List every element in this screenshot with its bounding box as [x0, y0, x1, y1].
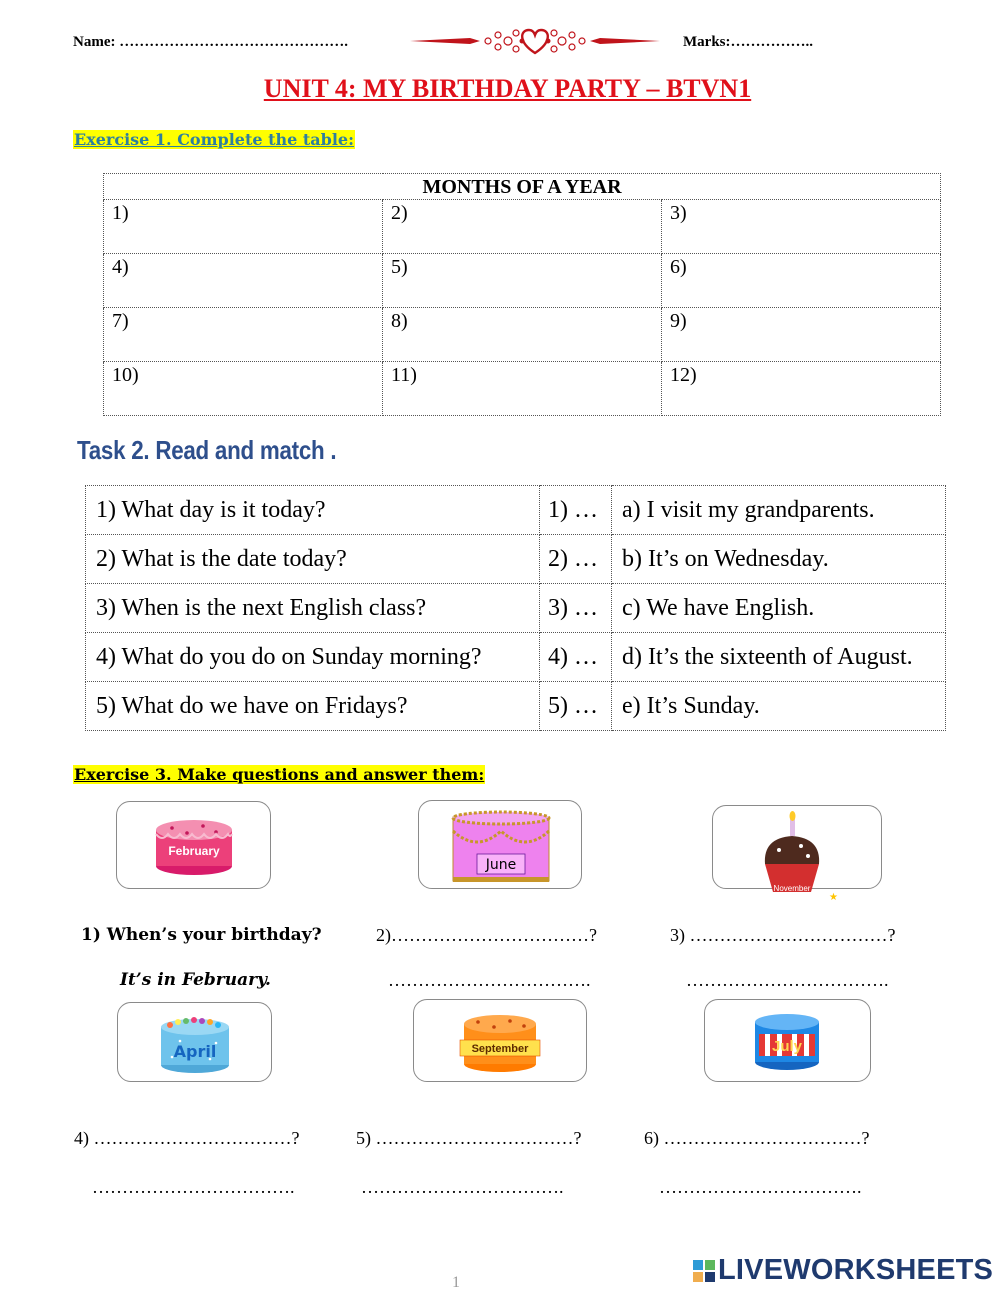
match-question: 2) What is the date today?	[86, 535, 540, 584]
match-option: c) We have English.	[612, 584, 946, 633]
match-answer-blank[interactable]: 5) …	[540, 682, 612, 731]
match-answer-blank[interactable]: 4) …	[540, 633, 612, 682]
name-field-label: Name: ……………………………………….	[73, 34, 348, 50]
task2-heading: Task 2. Read and match .	[77, 435, 337, 465]
match-option: d) It’s the sixteenth of August.	[612, 633, 946, 682]
answer-3-blank[interactable]: …………………………….	[686, 970, 889, 990]
month-cell[interactable]: 10)	[104, 362, 383, 416]
match-answer-blank[interactable]: 3) …	[540, 584, 612, 633]
month-cell[interactable]: 8)	[383, 308, 662, 362]
answer-4-blank[interactable]: …………………………….	[92, 1177, 295, 1197]
liveworksheets-blocks-icon	[693, 1260, 715, 1282]
brand-text: LIVEWORKSHEETS	[718, 1254, 994, 1286]
cake-label: February	[168, 844, 220, 858]
match-option: a) I visit my grandparents.	[612, 486, 946, 535]
match-question: 4) What do you do on Sunday morning?	[86, 633, 540, 682]
cake-label: April	[173, 1042, 217, 1061]
cake-september-icon	[414, 1000, 586, 1081]
question-4-blank[interactable]: 4) ……………………………?	[74, 1128, 300, 1148]
cupcake-november-icon	[713, 806, 881, 906]
months-table-title: MONTHS OF A YEAR	[104, 174, 941, 200]
star-icon: ★	[829, 892, 838, 903]
table-row	[86, 486, 946, 535]
match-option: e) It’s Sunday.	[612, 682, 946, 731]
answer-2-blank[interactable]: …………………………….	[388, 970, 591, 990]
question-5-blank[interactable]: 5) ……………………………?	[356, 1128, 582, 1148]
question-1: 1) When’s your birthday?	[81, 925, 322, 945]
liveworksheets-logo[interactable]	[693, 1254, 993, 1287]
month-cell[interactable]: 3)	[662, 200, 941, 254]
marks-field-label: Marks:……………..	[683, 34, 813, 50]
month-cell[interactable]: 2)	[383, 200, 662, 254]
exercise1-heading: Exercise 1. Complete the table:	[74, 130, 354, 149]
match-question: 5) What do we have on Fridays?	[86, 682, 540, 731]
answer-6-blank[interactable]: …………………………….	[659, 1177, 862, 1197]
month-cell[interactable]: 12)	[662, 362, 941, 416]
cake-card-july	[704, 999, 871, 1082]
question-6-blank[interactable]: 6) ……………………………?	[644, 1128, 870, 1148]
month-cell[interactable]: 5)	[383, 254, 662, 308]
match-option: b) It’s on Wednesday.	[612, 535, 946, 584]
cake-april-icon	[118, 1003, 271, 1081]
table-row	[86, 535, 946, 584]
table-row	[86, 633, 946, 682]
month-cell[interactable]: 6)	[662, 254, 941, 308]
cake-july-icon	[705, 1000, 870, 1081]
heart-ornament-icon	[410, 26, 660, 56]
answer-5-blank[interactable]: …………………………….	[361, 1177, 564, 1197]
month-cell[interactable]: 11)	[383, 362, 662, 416]
page-number: 1	[452, 1274, 460, 1291]
month-cell[interactable]: 7)	[104, 308, 383, 362]
cake-june-icon	[419, 801, 581, 888]
question-3-blank[interactable]: 3) ……………………………?	[670, 925, 896, 945]
table-row	[86, 584, 946, 633]
cake-label: July	[771, 1038, 803, 1055]
cake-card-february	[116, 801, 271, 889]
cake-card-june	[418, 800, 582, 889]
match-answer-blank[interactable]: 1) …	[540, 486, 612, 535]
month-cell[interactable]: 1)	[104, 200, 383, 254]
cake-card-november	[712, 805, 882, 903]
exercise3-heading: Exercise 3. Make questions and answer them:	[74, 765, 485, 784]
question-2-blank[interactable]: 2)……………………………?	[376, 925, 597, 945]
answer-1: It’s in February.	[120, 970, 271, 990]
match-question: 1) What day is it today?	[86, 486, 540, 535]
cake-label: November	[773, 884, 811, 893]
cake-label: September	[471, 1043, 529, 1055]
month-cell[interactable]: 9)	[662, 308, 941, 362]
match-table	[85, 485, 946, 731]
table-row	[86, 682, 946, 731]
match-question: 3) When is the next English class?	[86, 584, 540, 633]
page-title: UNIT 4: MY BIRTHDAY PARTY – BTVN1	[263, 74, 752, 103]
cake-card-april	[117, 1002, 272, 1082]
cake-february-icon	[117, 802, 270, 888]
months-table	[103, 173, 941, 416]
match-answer-blank[interactable]: 2) …	[540, 535, 612, 584]
cake-card-september	[413, 999, 587, 1082]
month-cell[interactable]: 4)	[104, 254, 383, 308]
cake-label: June	[485, 857, 517, 873]
